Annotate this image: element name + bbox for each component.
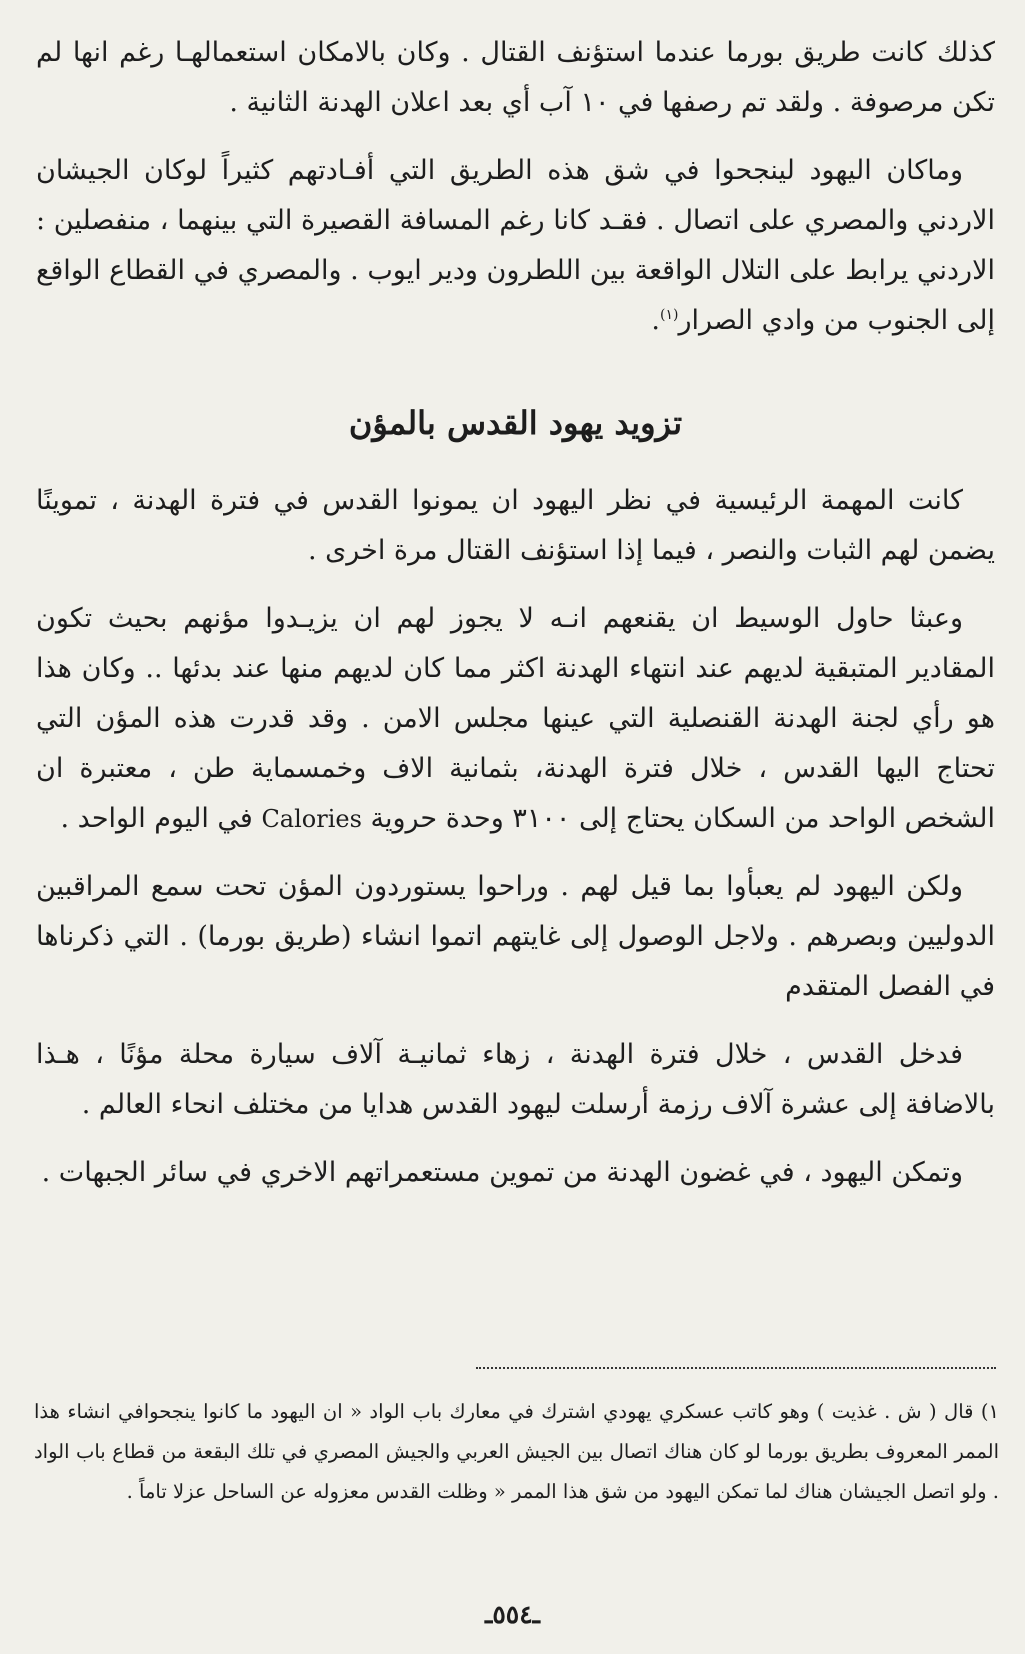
- paragraph-burma-road-text: كذلك كانت طريق بورما عندما استؤنف القتال . وكان بالامكان استعمالهـا رغم انها لم تكن مرصوفة . ولقد تم رصفها في ١٠ آب أي بعد اعلان الهدنة الثانية .: [36, 37, 995, 118]
- footnote-text: ١) قال ( ش . غذيت ) وهو كاتب عسكري يهودي اشترك في معارك باب الواد « ان اليهود ما كانوا ينجحوافي انشاء هذا الممر المعروف بطريق بورما لو كان هناك اتصال بين الجيش العربي والجيش المصري في تلك البقعة من قطاع باب الواد . ولو اتصل الجيشان هناك لما تمكن اليهود من شق هذا الممر « وظلت القدس معزوله عن الساحل عزلا تاماً .: [34, 1400, 999, 1503]
- calories-term: Calories: [261, 805, 362, 833]
- paragraph-main-task-text: كانت المهمة الرئيسية في نظر اليهود ان يمونوا القدس في فترة الهدنة ، تموينًا يضمن لهم الثبات والنصر ، فيما إذا استؤنف القتال مرة اخرى .: [36, 485, 995, 566]
- paragraph-observers-text: ولكن اليهود لم يعبأوا بما قيل لهم . وراحوا يستوردون المؤن تحت سمع المراقبين الدوليين وبصرهم . ولاجل الوصول إلى غايتهم اتموا انشاء (طريق بورما) . التي ذكرناها في الفصل المتقدم: [36, 871, 995, 1002]
- paragraph-armies-separated: [36, 146, 995, 346]
- paragraph-mediator-end: في اليوم الواحد .: [60, 803, 253, 834]
- footnote: [34, 1392, 999, 1512]
- paragraph-settlements: [36, 1148, 995, 1198]
- paragraph-supplies: [36, 1030, 995, 1130]
- paragraph-armies-separated-text: وماكان اليهود لينجحوا في شق هذه الطريق التي أفـادتهم كثيراً لوكان الجيشان الاردني والمصري على اتصال . فقـد كانا رغم المسافة القصيرة التي بينهما ، منفصلين : الاردني يرابط على التلال الواقعة بين اللطرون ودير ايوب . والمصري في القطاع الواقع إلى الجنوب من وادي الصرار: [36, 155, 995, 336]
- paragraph-mediator-text: وعبثا حاول الوسيط ان يقنعهم انـه لا يجوز لهم ان يزيـدوا مؤنهم بحيث تكون المقادير المتبقية لديهم عند انتهاء الهدنة اكثر مما كان لديهم منها عند بدئها .. وكان هذا هو رأي لجنة الهدنة القنصلية التي عينها مجلس الامن . وقد قدرت هذه المؤن التي تحتاج اليها القدس ، خلال فترة الهدنة، بثمانية الاف وخمسماية طن ، معتبرة ان الشخص الواحد من السكان يحتاج إلى ٣١٠٠ وحدة حروية: [36, 603, 995, 834]
- paragraph-burma-road: [36, 28, 995, 128]
- paragraph-main-task: [36, 476, 995, 576]
- section-heading: تزويد يهود القدس بالمؤن: [348, 404, 683, 442]
- paragraph-mediator: [36, 594, 995, 844]
- footnote-divider: [476, 1367, 996, 1369]
- paragraph-settlements-text: وتمكن اليهود ، في غضون الهدنة من تموين مستعمراتهم الاخري في سائر الجبهات .: [41, 1157, 963, 1188]
- page-number: ـ٥٥٤ـ: [485, 1600, 540, 1629]
- paragraph-supplies-text: فدخل القدس ، خلال فترة الهدنة ، زهاء ثمانيـة آلاف سيارة محلة مؤنًا ، هـذا بالاضافة إلى عشرة آلاف رزمة أرسلت ليهود القدس هدايا من مختلف انحاء العالم .: [36, 1039, 995, 1120]
- footnote-reference: (١): [660, 307, 679, 323]
- paragraph-observers: [36, 862, 995, 1012]
- paragraph-armies-separated-end: .: [651, 305, 660, 336]
